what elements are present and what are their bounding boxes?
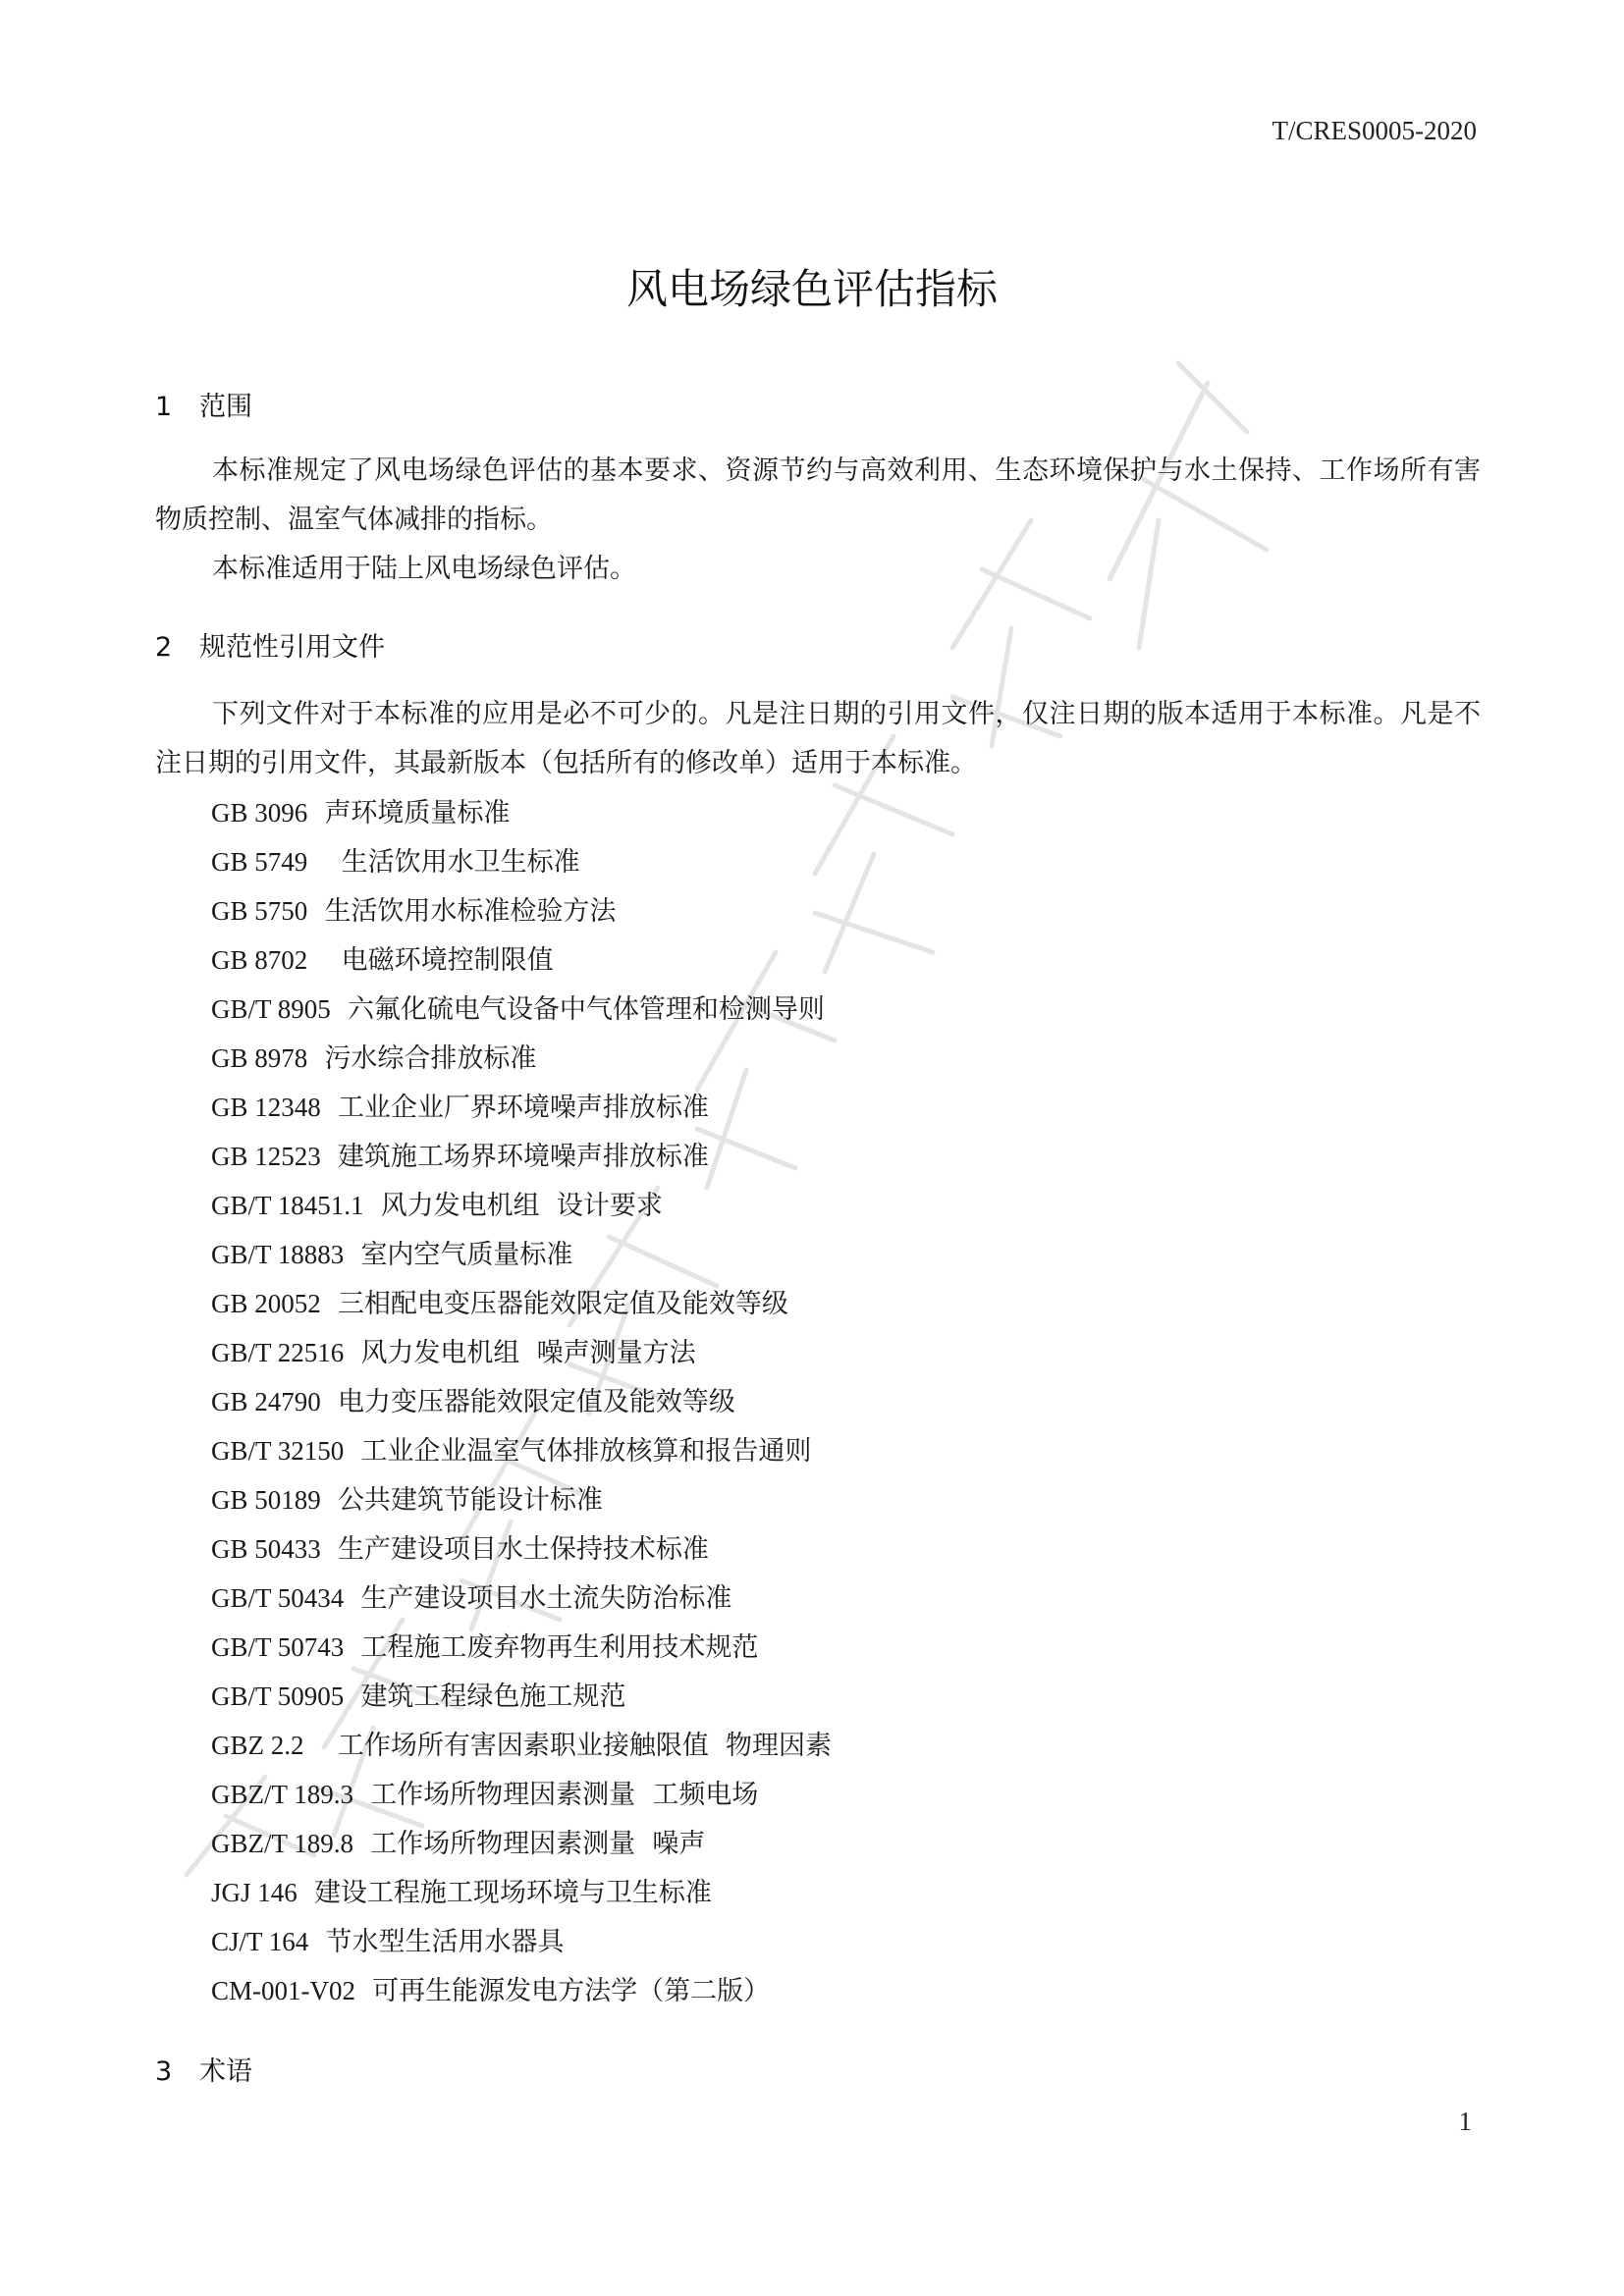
document-code: T/CRES0005-2020: [1272, 116, 1477, 145]
reference-title: 生活饮用水标准检验方法: [324, 896, 617, 927]
reference-item: [211, 1083, 832, 1132]
section-heading-scope: [155, 385, 252, 423]
reference-item: [211, 1574, 832, 1623]
reference-item: [211, 837, 832, 886]
reference-code: GBZ 2.2: [211, 1731, 304, 1760]
reference-code: GBZ/T 189.3: [211, 1780, 354, 1809]
reference-item: [211, 1279, 832, 1328]
reference-code: GB/T 50434: [211, 1583, 345, 1613]
reference-title: 建筑工程绿色施工规范: [360, 1682, 626, 1712]
reference-item: [211, 1181, 832, 1230]
reference-title: 声环境质量标准: [324, 798, 511, 828]
reference-code: GB/T 18451.1: [211, 1191, 364, 1220]
reference-title: 节水型生活用水器具: [325, 1927, 565, 1957]
reference-title: 工作场所物理因素测量 噪声: [370, 1829, 706, 1859]
reference-code: GB/T 22516: [211, 1338, 345, 1367]
reference-title: 工作场所物理因素测量 工频电场: [370, 1780, 759, 1810]
reference-title: 工业企业厂界环境噪声排放标准: [337, 1093, 709, 1123]
section-number: 2: [155, 632, 173, 663]
page-number: 1: [1458, 2107, 1472, 2136]
reference-code: GB/T 50743: [211, 1632, 345, 1662]
reference-item: [211, 1917, 832, 1966]
reference-item: [211, 1819, 832, 1868]
reference-title: 三相配电变压器能效限定值及能效等级: [337, 1289, 788, 1319]
reference-code: GB 50433: [211, 1534, 321, 1564]
reference-item: [211, 1132, 832, 1181]
reference-code: GB 5750: [211, 896, 308, 926]
reference-title: 电磁环境控制限值: [324, 945, 554, 976]
reference-title: 公共建筑节能设计标准: [337, 1485, 603, 1516]
reference-title: 生活饮用水卫生标准: [324, 847, 580, 878]
reference-item: [211, 1672, 832, 1721]
reference-code: GB/T 8905: [211, 994, 331, 1024]
reference-item: [211, 1524, 832, 1574]
reference-item: [211, 985, 832, 1034]
reference-title: 建筑施工场界环境噪声排放标准: [337, 1142, 709, 1172]
reference-code: GB 12523: [211, 1142, 321, 1171]
section-title: 规范性引用文件: [199, 632, 385, 663]
reference-item: [211, 1966, 832, 2015]
reference-title: 污水综合排放标准: [324, 1043, 537, 1074]
reference-title: 工业企业温室气体排放核算和报告通则: [360, 1436, 812, 1467]
section-title: 范围: [199, 392, 252, 422]
reference-code: GB 20052: [211, 1289, 321, 1318]
reference-code: GB 50189: [211, 1485, 321, 1515]
reference-item: [211, 1328, 832, 1377]
reference-title: 风力发电机组 噪声测量方法: [360, 1338, 696, 1368]
reference-code: GB 24790: [211, 1387, 321, 1416]
reference-title: 室内空气质量标准: [360, 1240, 573, 1270]
reference-item: [211, 1475, 832, 1524]
reference-code: GB/T 18883: [211, 1240, 345, 1269]
reference-code: GB 12348: [211, 1093, 321, 1122]
reference-code: GB 5749: [211, 847, 308, 877]
reference-title: 工程施工废弃物再生利用技术规范: [360, 1632, 759, 1663]
reference-item: [211, 1721, 832, 1770]
reference-title: 电力变压器能效限定值及能效等级: [337, 1387, 735, 1417]
reference-title: 风力发电机组 设计要求: [380, 1191, 663, 1221]
reference-code: CJ/T 164: [211, 1927, 309, 1956]
section-title: 术语: [199, 2056, 252, 2087]
reference-item: [211, 1230, 832, 1279]
reference-item: [211, 935, 832, 985]
reference-code: JGJ 146: [211, 1878, 298, 1907]
reference-item: [211, 1623, 832, 1672]
reference-item: [211, 1377, 832, 1426]
reference-code: CM-001-V02: [211, 1976, 355, 2005]
reference-item: [211, 1868, 832, 1917]
page-title: 风电场绿色评估指标: [625, 265, 998, 313]
scope-paragraph-2: 本标准适用于陆上风电场绿色评估。: [212, 554, 636, 584]
reference-code: GB 3096: [211, 798, 308, 828]
reference-title: 可再生能源发电方法学（第二版）: [372, 1976, 771, 2006]
reference-item: [211, 886, 832, 935]
reference-title: 生产建设项目水土保持技术标准: [337, 1534, 709, 1565]
references-intro: 下列文件对于本标准的应用是必不可少的。凡是注日期的引用文件，仅注日期的版本适用于本标准。凡是不注日期的引用文件，其最新版本（包括所有的修改单）适用于本标准。: [155, 699, 1481, 778]
reference-item: [211, 788, 832, 837]
reference-code: GB/T 32150: [211, 1436, 345, 1466]
reference-list: [211, 788, 832, 2015]
section-heading-normative-references: [155, 625, 385, 664]
reference-code: GB 8702: [211, 945, 308, 975]
reference-code: GBZ/T 189.8: [211, 1829, 354, 1858]
reference-item: [211, 1034, 832, 1083]
reference-title: 工作场所有害因素职业接触限值 物理因素: [320, 1731, 833, 1761]
reference-code: GB 8978: [211, 1043, 308, 1073]
scope-paragraph-1: 本标准规定了风电场绿色评估的基本要求、资源节约与高效利用、生态环境保护与水土保持、工作场所有害物质控制、温室气体减排的指标。: [155, 455, 1481, 535]
reference-item: [211, 1426, 832, 1475]
section-number: 1: [155, 392, 173, 422]
reference-title: 生产建设项目水土流失防治标准: [360, 1583, 732, 1614]
section-number: 3: [155, 2056, 173, 2087]
reference-title: 建设工程施工现场环境与卫生标准: [313, 1878, 712, 1908]
reference-title: 六氟化硫电气设备中气体管理和检测导则: [347, 994, 825, 1025]
reference-code: GB/T 50905: [211, 1682, 345, 1711]
reference-item: [211, 1770, 832, 1819]
section-heading-terms: [155, 2050, 252, 2088]
